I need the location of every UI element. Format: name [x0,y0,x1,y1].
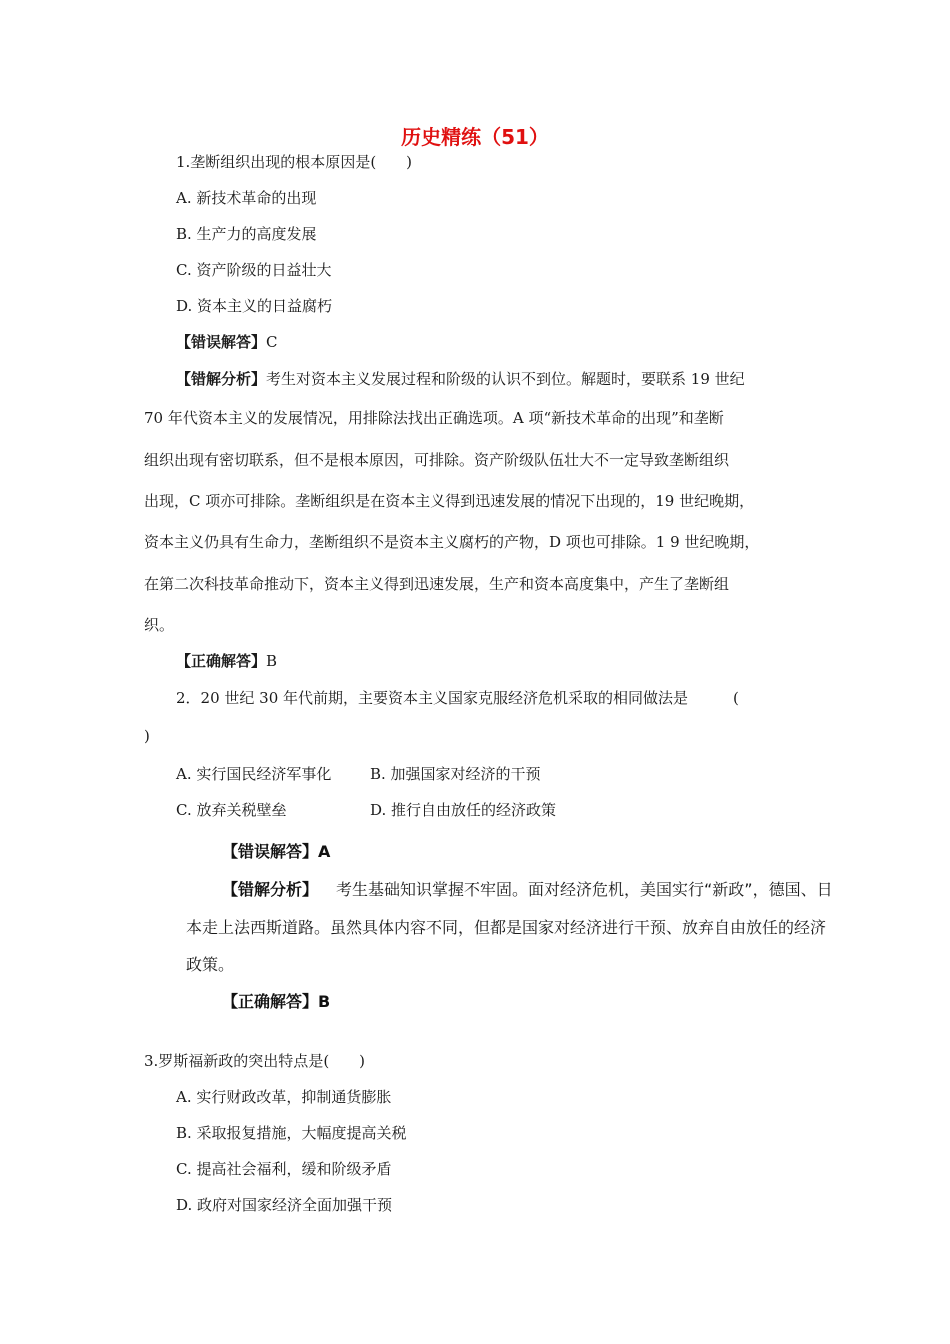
q2-wrong-answer [222,842,330,862]
q1-wrong-value: C [266,333,278,351]
q1-option-a: A. 新技术革命的出现 [176,189,317,207]
q2-option-a: A. 实行国民经济军事化 [176,765,332,783]
q3-option-d: D. 政府对国家经济全面加强干预 [176,1196,393,1214]
q2-analysis-line-1 [222,880,833,900]
q1-analysis-line-6: 在第二次科技革命推动下，资本主义得到迅速发展，生产和资本高度集中，产生了垄断组 [144,575,730,593]
q2-wrong-label: 【错误解答】 [222,842,319,861]
q2-analysis-text-1: 考生基础知识掌握不牢固。面对经济危机，美国实行“新政”，德国、日 [336,880,833,899]
q1-analysis-line-5: 资本主义仍具有生命力，垄断组织不是资本主义腐朽的产物，D 项也可排除。1 9 世纪晚期， [144,533,760,551]
q2-option-d: D. 推行自由放任的经济政策 [370,801,557,819]
q1-analysis-line-1 [176,369,745,389]
q2-option-b: B. 加强国家对经济的干预 [370,765,541,783]
q2-correct-label: 【正确解答】 [222,992,319,1011]
q1-correct-value: B [266,652,278,670]
q1-wrong-answer [176,332,278,352]
q2-correct-answer [222,992,330,1012]
q1-analysis-text-1: 考生对资本主义发展过程和阶级的认识不到位。解题时，要联系 19 世纪 [266,370,745,388]
q1-analysis-label: 【错解分析】 [176,370,267,388]
q2-analysis-label: 【错解分析】 [222,880,319,899]
q1-option-c: C. 资产阶级的日益壮大 [176,261,332,279]
q2-stem-end: ) [144,727,150,745]
q1-analysis-line-3: 组织出现有密切联系，但不是根本原因，可排除。资产阶级队伍壮大不一定导致垄断组织 [144,451,730,469]
q2-correct-value: B [318,992,331,1011]
q1-correct-answer [176,651,277,671]
q3-option-c: C. 提高社会福利，缓和阶级矛盾 [176,1160,392,1178]
q2-analysis-line-3: 政策。 [186,955,235,974]
q1-wrong-label: 【错误解答】 [176,333,267,351]
q2-analysis-line-2: 本走上法西斯道路。虽然具体内容不同，但都是国家对经济进行干预、放弃自由放任的经济 [186,918,827,937]
q3-option-b: B. 采取报复措施，大幅度提高关税 [176,1124,407,1142]
q1-analysis-line-7: 织。 [144,616,175,634]
q1-analysis-line-4: 出现，C 项亦可排除。垄断组织是在资本主义得到迅速发展的情况下出现的，19 世纪晚期， [144,492,755,510]
q1-option-b: B. 生产力的高度发展 [176,225,317,243]
q3-stem: 3.罗斯福新政的突出特点是( ) [144,1052,366,1070]
q2-option-c: C. 放弃关税壁垒 [176,801,287,819]
q2-stem: 2．20 世纪 30 年代前期，主要资本主义国家克服经济危机采取的相同做法是 ( [176,689,739,707]
q1-analysis-line-2: 70 年代资本主义的发展情况，用排除法找出正确选项。A 项“新技术革命的出现”和垄断 [144,409,724,427]
q1-correct-label: 【正确解答】 [176,652,267,670]
q1-option-d: D. 资本主义的日益腐朽 [176,297,333,315]
q1-stem: 1.垄断组织出现的根本原因是( ) [176,153,413,171]
q2-wrong-value: A [318,842,331,861]
q3-option-a: A. 实行财政改革，抑制通货膨胀 [176,1088,392,1106]
page-title: 历史精练（51） [401,125,549,149]
